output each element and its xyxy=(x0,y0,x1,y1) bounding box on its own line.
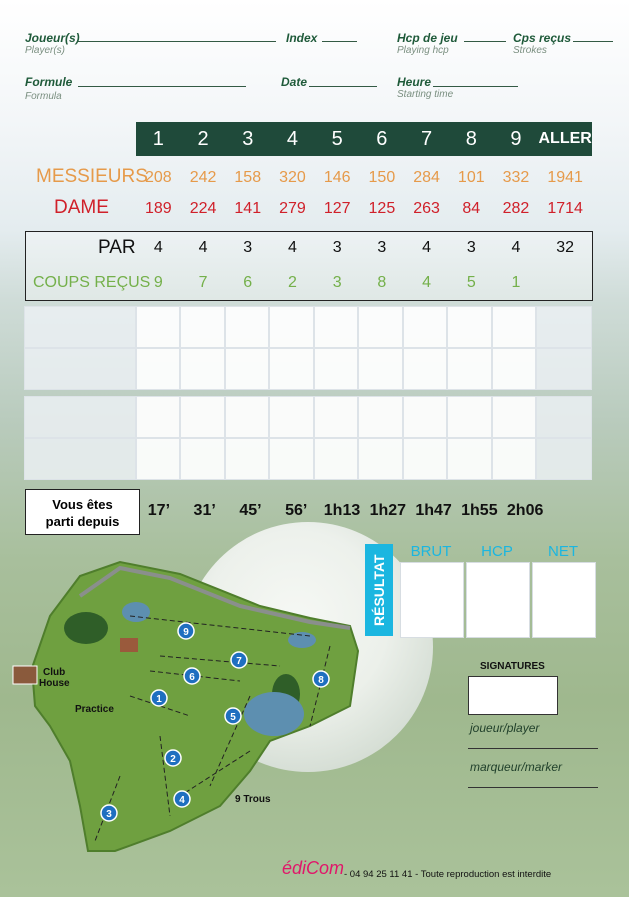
score-cell[interactable] xyxy=(136,438,180,480)
date-label: Date xyxy=(281,75,308,89)
score-cell[interactable] xyxy=(447,438,491,480)
par-label: PAR xyxy=(98,237,136,258)
dame-distance: 263 xyxy=(413,200,440,217)
player-label: Joueur(s) xyxy=(25,31,80,45)
messieurs-row xyxy=(136,169,592,187)
score-cell[interactable] xyxy=(225,396,269,438)
hole-header-7: 7 xyxy=(421,128,433,150)
score-grid-2 xyxy=(24,396,592,480)
dame-distance: 84 xyxy=(462,200,481,217)
score-cell[interactable] xyxy=(403,306,447,348)
start-time-field[interactable] xyxy=(433,72,518,87)
messieurs-distance: 332 xyxy=(502,169,530,186)
hole-header-5: 5 xyxy=(331,128,343,150)
messieurs-distance: 150 xyxy=(368,169,396,186)
nine-holes-label: 9 Trous xyxy=(235,794,271,805)
score-cell[interactable] xyxy=(492,348,536,390)
tree-cluster xyxy=(64,612,108,644)
dame-distance: 141 xyxy=(234,200,262,217)
club-house-building xyxy=(13,666,37,684)
brut-field[interactable] xyxy=(400,562,464,638)
score-grid-1 xyxy=(24,306,592,390)
elapsed-time-label-line2: parti depuis xyxy=(45,514,120,529)
hole-header-2: 2 xyxy=(197,128,209,150)
net-field[interactable] xyxy=(532,562,596,638)
strokes-received-value: 1 xyxy=(511,274,521,291)
footer-text: - 04 94 25 11 41 - Toute reproduction est interdite xyxy=(344,869,552,880)
strokes-field[interactable] xyxy=(573,27,613,42)
score-cell[interactable] xyxy=(358,396,402,438)
player-signature-label: joueur/player xyxy=(470,721,540,735)
marker-signature-label: marqueur/marker xyxy=(470,760,563,774)
strokes-received-value: 8 xyxy=(377,274,387,291)
strokes-received-value: 5 xyxy=(466,274,476,291)
strokes-received-value: 7 xyxy=(198,274,208,291)
club-house-label: House xyxy=(39,678,70,689)
pond xyxy=(122,602,150,622)
strokes-received-value: 4 xyxy=(422,274,432,291)
messieurs-label: MESSIEURS xyxy=(36,166,148,187)
total-cell[interactable] xyxy=(536,438,592,480)
hole-number: 5 xyxy=(230,712,236,723)
hole-header-6: 6 xyxy=(376,128,388,150)
player-sublabel: Player(s) xyxy=(25,45,66,56)
score-cell[interactable] xyxy=(269,438,313,480)
hole-number: 7 xyxy=(236,656,242,667)
index-field[interactable] xyxy=(322,27,357,42)
building xyxy=(120,638,138,652)
elapsed-time: 56’ xyxy=(285,502,308,519)
elapsed-time-label-box xyxy=(25,489,140,535)
edicom-logo: édiCom xyxy=(282,858,345,878)
messieurs-total: 1941 xyxy=(547,169,583,186)
messieurs-distance: 158 xyxy=(234,169,262,186)
brut-label: BRUT xyxy=(410,543,452,560)
elapsed-time: 1h27 xyxy=(369,502,407,519)
hole-number: 3 xyxy=(106,809,112,820)
start-time-label: Heure xyxy=(397,75,432,89)
player-signature-line[interactable] xyxy=(468,748,598,749)
practice-label: Practice xyxy=(75,704,114,715)
start-time-sublabel: Starting time xyxy=(397,89,454,100)
elapsed-times-row xyxy=(136,502,548,520)
score-cell[interactable] xyxy=(447,306,491,348)
elapsed-time: 1h55 xyxy=(461,502,498,519)
messieurs-distance: 320 xyxy=(279,169,306,186)
formula-label: Formule xyxy=(25,75,73,89)
score-cell[interactable] xyxy=(358,306,402,348)
signatures-title: SIGNATURES xyxy=(480,661,545,672)
dame-row xyxy=(136,200,592,218)
strokes-received-row xyxy=(136,274,592,292)
par-value: 4 xyxy=(198,239,208,256)
dame-distance: 282 xyxy=(502,200,530,217)
elapsed-time: 31’ xyxy=(193,502,216,519)
score-cell[interactable] xyxy=(403,438,447,480)
messieurs-distance: 101 xyxy=(457,169,485,186)
player-name-cell[interactable] xyxy=(24,438,136,480)
elapsed-time: 2h06 xyxy=(506,502,544,519)
par-value: 3 xyxy=(243,239,253,256)
hole-number: 9 xyxy=(183,627,189,638)
hole-number: 2 xyxy=(170,754,176,765)
score-cell[interactable] xyxy=(225,348,269,390)
messieurs-distance: 242 xyxy=(189,169,217,186)
elapsed-time: 1h47 xyxy=(415,502,452,519)
score-cell[interactable] xyxy=(180,396,224,438)
result-label: RÉSULTAT xyxy=(365,544,393,636)
score-cell[interactable] xyxy=(314,396,358,438)
hole-header-3: 3 xyxy=(242,128,254,150)
dame-distance: 189 xyxy=(145,200,172,217)
formula-field[interactable] xyxy=(78,72,246,87)
date-field[interactable] xyxy=(309,72,377,87)
hole-header-8: 8 xyxy=(465,128,477,150)
messieurs-distance: 208 xyxy=(145,169,172,186)
elapsed-time: 17’ xyxy=(147,502,171,519)
score-cell[interactable] xyxy=(269,396,313,438)
index-label: Index xyxy=(286,31,318,45)
net-label: NET xyxy=(548,543,578,560)
score-cell[interactable] xyxy=(180,306,224,348)
strokes-received-value: 3 xyxy=(332,274,342,291)
hole-number: 1 xyxy=(156,694,162,705)
score-cell[interactable] xyxy=(136,348,180,390)
player-name-cell[interactable] xyxy=(24,396,136,438)
strokes-label: Cps reçus xyxy=(513,31,572,45)
hcp-sublabel: Playing hcp xyxy=(397,45,449,56)
hole-number: 4 xyxy=(179,795,185,806)
strokes-received-value: 6 xyxy=(243,274,253,291)
elapsed-time: 45’ xyxy=(239,502,262,519)
signature-box[interactable] xyxy=(468,676,558,715)
club-house-label: Club xyxy=(43,667,66,678)
dame-distance: 127 xyxy=(323,200,351,217)
hcp-result-label: HCP xyxy=(481,543,513,560)
score-cell[interactable] xyxy=(269,348,313,390)
strokes-sublabel: Strokes xyxy=(513,45,547,56)
total-cell[interactable] xyxy=(536,306,592,348)
score-cell[interactable] xyxy=(225,306,269,348)
score-cell[interactable] xyxy=(492,306,536,348)
hcp-label: Hcp de jeu xyxy=(397,31,458,45)
hole-header-aller: ALLER xyxy=(538,130,592,147)
strokes-received-total xyxy=(538,274,592,292)
course-map xyxy=(10,556,362,856)
score-cell[interactable] xyxy=(225,438,269,480)
par-value: 4 xyxy=(288,239,297,256)
dame-distance: 224 xyxy=(189,200,217,217)
elapsed-time-label-line1: Vous êtes xyxy=(52,497,113,512)
par-value: 3 xyxy=(466,239,476,256)
strokes-received-value: 9 xyxy=(153,274,163,291)
par-value: 4 xyxy=(422,239,432,256)
score-cell[interactable] xyxy=(180,438,224,480)
hole-number: 6 xyxy=(189,672,195,683)
score-cell[interactable] xyxy=(492,396,536,438)
hole-header-1: 1 xyxy=(152,128,164,150)
score-cell[interactable] xyxy=(358,438,402,480)
score-cell[interactable] xyxy=(136,396,180,438)
score-cell[interactable] xyxy=(447,396,491,438)
hole-header-4: 4 xyxy=(286,128,299,150)
score-cell[interactable] xyxy=(358,348,402,390)
score-cell[interactable] xyxy=(180,348,224,390)
score-cell[interactable] xyxy=(314,348,358,390)
score-cell[interactable] xyxy=(136,306,180,348)
strokes-received-value: 2 xyxy=(288,274,297,291)
hcp-field[interactable] xyxy=(464,27,506,42)
marker-signature-line[interactable] xyxy=(468,787,598,788)
score-cell[interactable] xyxy=(403,348,447,390)
score-cell[interactable] xyxy=(269,306,313,348)
par-value: 4 xyxy=(153,239,163,256)
messieurs-distance: 146 xyxy=(323,169,351,186)
messieurs-distance: 284 xyxy=(413,169,440,186)
hole-number: 8 xyxy=(318,675,324,686)
dame-distance: 279 xyxy=(279,200,306,217)
formula-sublabel: Formula xyxy=(25,91,62,102)
dame-label: DAME xyxy=(54,197,109,218)
total-cell[interactable] xyxy=(536,396,592,438)
holes-header xyxy=(136,122,592,156)
score-cell[interactable] xyxy=(492,438,536,480)
dame-distance: 125 xyxy=(368,200,396,217)
player-name-cell[interactable] xyxy=(24,348,136,390)
total-cell[interactable] xyxy=(536,348,592,390)
par-total: 32 xyxy=(556,239,575,256)
score-cell[interactable] xyxy=(314,306,358,348)
score-cell[interactable] xyxy=(314,438,358,480)
lake xyxy=(244,692,304,736)
score-cell[interactable] xyxy=(403,396,447,438)
par-row xyxy=(136,239,592,257)
player-field[interactable] xyxy=(78,27,276,42)
elapsed-time: 1h13 xyxy=(323,502,361,519)
player-name-cell[interactable] xyxy=(24,306,136,348)
score-cell[interactable] xyxy=(447,348,491,390)
par-value: 4 xyxy=(511,239,521,256)
strokes-received-label: COUPS REÇUS xyxy=(33,274,151,291)
par-value: 3 xyxy=(332,239,342,256)
hcp-result-field[interactable] xyxy=(466,562,530,638)
hole-header-9: 9 xyxy=(510,128,522,150)
par-value: 3 xyxy=(377,239,387,256)
dame-total: 1714 xyxy=(547,200,583,217)
